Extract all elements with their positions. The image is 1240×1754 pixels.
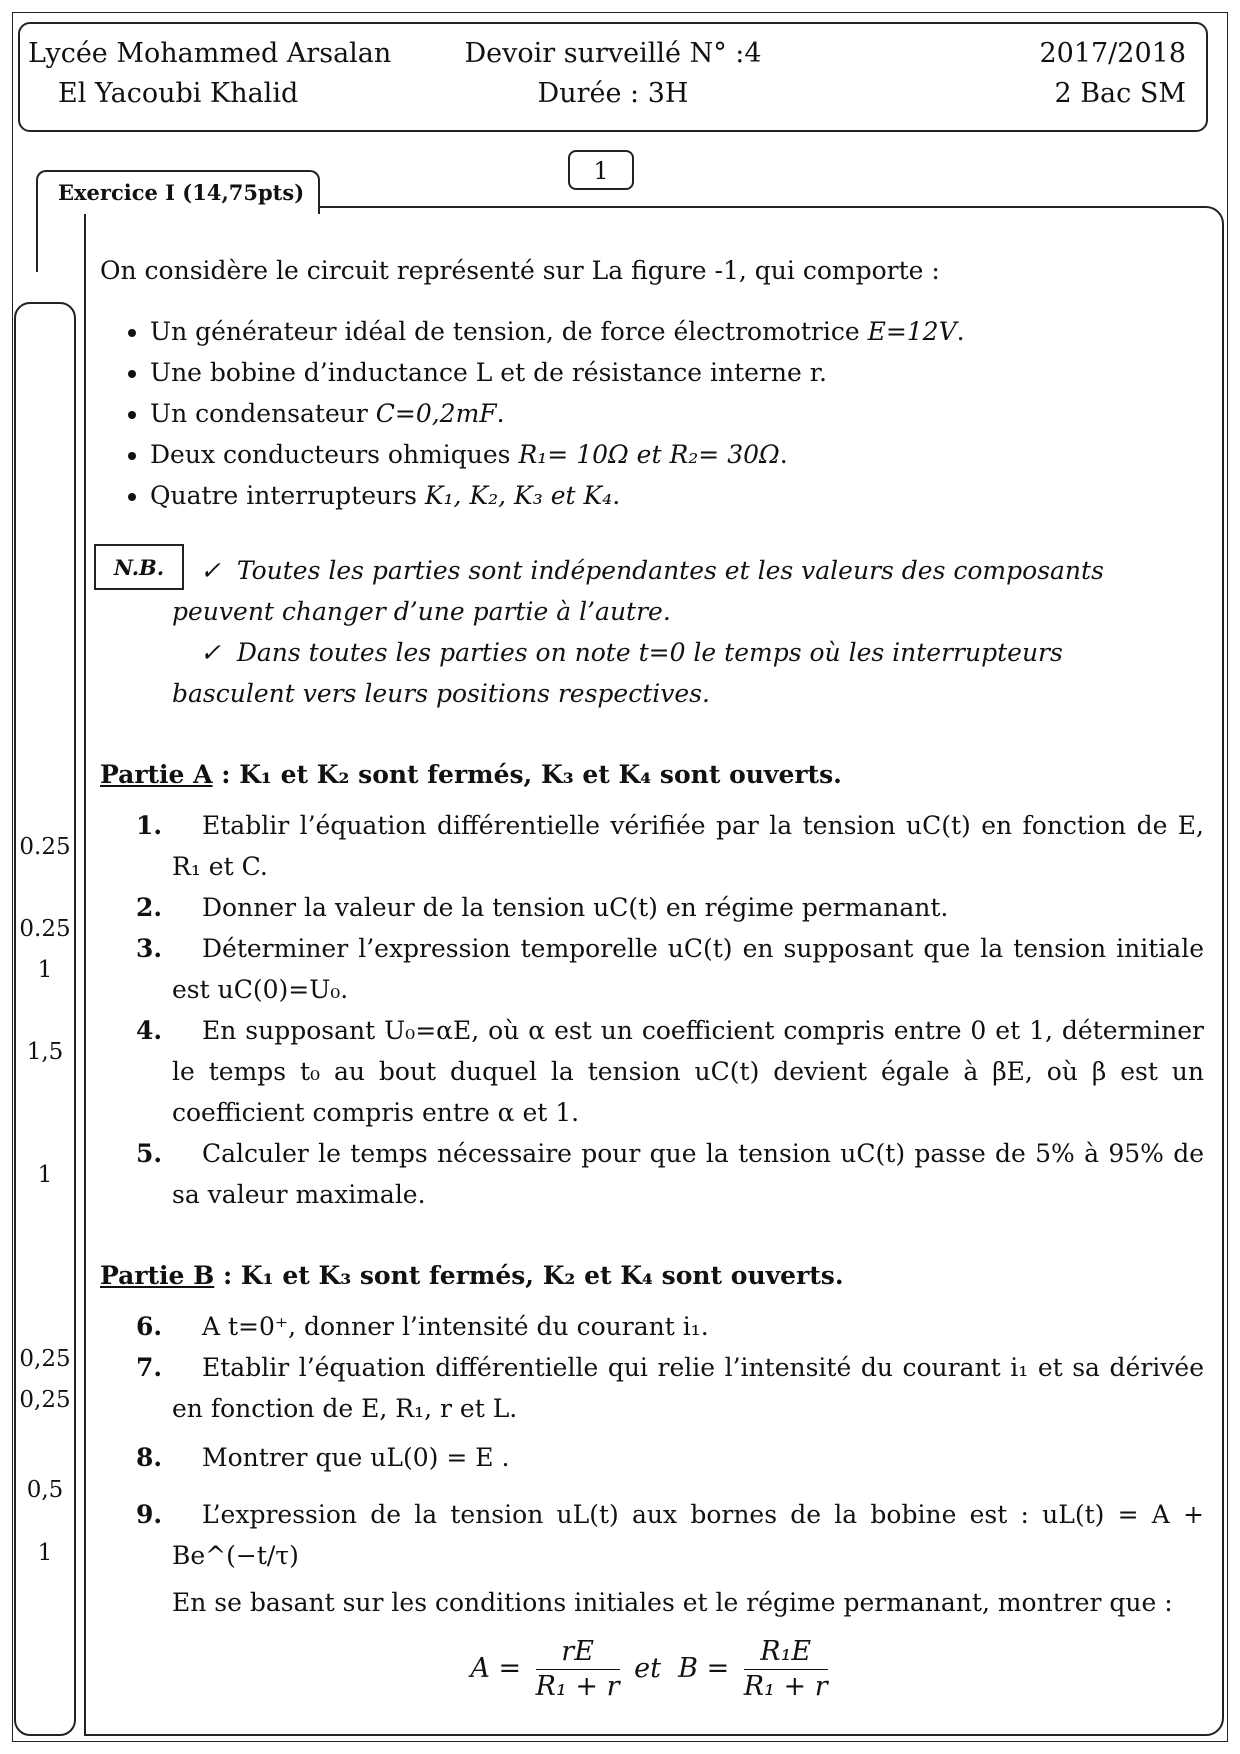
points-q8: 0,5	[26, 1477, 64, 1503]
part-a-title: Partie A : K₁ et K₂ sont fermés, K₃ et K₄ sont ouverts.	[100, 760, 842, 789]
header-center	[20, 34, 1206, 114]
list-item: • Quatre interrupteurs K₁, K₂, K₃ et K₄.	[150, 475, 1204, 516]
points-q7: 0,25	[19, 1387, 71, 1413]
points-q3: 1	[37, 957, 53, 983]
part-b-title: Partie B : K₁ et K₃ sont fermés, K₂ et K₄ sont ouverts.	[100, 1261, 844, 1290]
nb-note-1: ✓ Toutes les parties sont indépendantes et les valeurs des composants	[200, 556, 1104, 585]
exercise-title: Exercice I (14,75pts)	[36, 170, 320, 214]
header-right	[1039, 34, 1186, 114]
question-9-followup: En se basant sur les conditions initiales et le régime permanant, montrer que :	[172, 1588, 1173, 1617]
tab-connector	[36, 212, 86, 272]
points-q6: 0,25	[19, 1346, 71, 1372]
question-7: 7. Etablir l’équation différentielle qui relie l’intensité du courant i₁ et sa dérivée en fonction de E, R₁, r et L.	[136, 1353, 1204, 1423]
points-q5: 1	[37, 1162, 53, 1188]
teacher-name: El Yacoubi Khalid	[58, 78, 299, 109]
formula-a-b: A = $\frac{rE}{\text{R₁ + r}}$ et B = $\frac{\text{R₁E}}{\text{R₁ + r}}$	[470, 1636, 828, 1702]
nota-bene	[100, 550, 1204, 714]
school-name: Lycée Mohammed Arsalan	[28, 38, 392, 69]
points-margin	[14, 302, 76, 1736]
intro-text: On considère le circuit représenté sur La figure -1, qui comporte :	[100, 256, 940, 285]
school-year: 2017/2018	[1039, 38, 1186, 69]
question-9: 9. L’expression de la tension uL(t) aux bornes de la bobine est : uL(t) = A + Be^(−t/τ)	[136, 1500, 1204, 1570]
components-list	[100, 311, 1204, 516]
nb-note-1-cont: peuvent changer d’une partie à l’autre.	[172, 597, 671, 626]
points-q2: 0.25	[19, 916, 71, 942]
fraction-a: $\frac{rE}{\text{R₁ + r}}$	[535, 1636, 620, 1702]
check-icon: ✓	[200, 556, 221, 585]
question-3: 3. Déterminer l’expression temporelle uC(t) en supposant que la tension initiale est uC(0)=U₀.	[136, 934, 1204, 1004]
page-number: 1	[568, 150, 634, 190]
list-item: • Un condensateur C=0,2mF.	[150, 393, 1204, 434]
exam-duration: Durée : 3H	[537, 78, 689, 109]
exam-header	[18, 22, 1208, 132]
nb-note-2: ✓ Dans toutes les parties on note t=0 le temps où les interrupteurs	[200, 638, 1063, 667]
nb-label: N.B.	[94, 544, 184, 590]
question-2: 2. Donner la valeur de la tension uC(t) en régime permanant.	[136, 893, 949, 922]
question-1: 1. Etablir l’équation différentielle vérifiée par la tension uC(t) en fonction de E, R₁ et C.	[136, 811, 1204, 881]
class-level: 2 Bac SM	[1054, 78, 1186, 109]
points-q4: 1,5	[26, 1039, 64, 1065]
question-8: 8. Montrer que uL(0) = E .	[136, 1443, 510, 1472]
list-item: • Un générateur idéal de tension, de force électromotrice E=12V.	[150, 311, 1204, 352]
exercise-content	[100, 250, 1204, 1704]
list-item: • Deux conducteurs ohmiques R₁= 10Ω et R₂= 30Ω.	[150, 434, 1204, 475]
fraction-b: $\frac{\text{R₁E}}{\text{R₁ + r}}$	[743, 1636, 828, 1702]
check-icon: ✓	[200, 638, 221, 667]
exam-title: Devoir surveillé N° :4	[464, 38, 762, 69]
question-5: 5. Calculer le temps nécessaire pour que la tension uC(t) passe de 5% à 95% de sa valeur maximale.	[136, 1139, 1204, 1209]
points-q9: 1	[37, 1540, 53, 1566]
list-item: • Une bobine d’inductance L et de résistance interne r.	[150, 352, 1204, 393]
nb-note-2-cont: basculent vers leurs positions respectives.	[172, 679, 710, 708]
question-4: 4. En supposant U₀=αE, où α est un coefficient compris entre 0 et 1, déterminer le temps t₀ au bout duquel la tension uC(t) devient égale à βE, où β est un coefficient compris entre α et 1.	[136, 1016, 1204, 1127]
question-6: 6. A t=0⁺, donner l’intensité du courant i₁.	[136, 1312, 709, 1341]
points-q1: 0.25	[19, 834, 71, 860]
